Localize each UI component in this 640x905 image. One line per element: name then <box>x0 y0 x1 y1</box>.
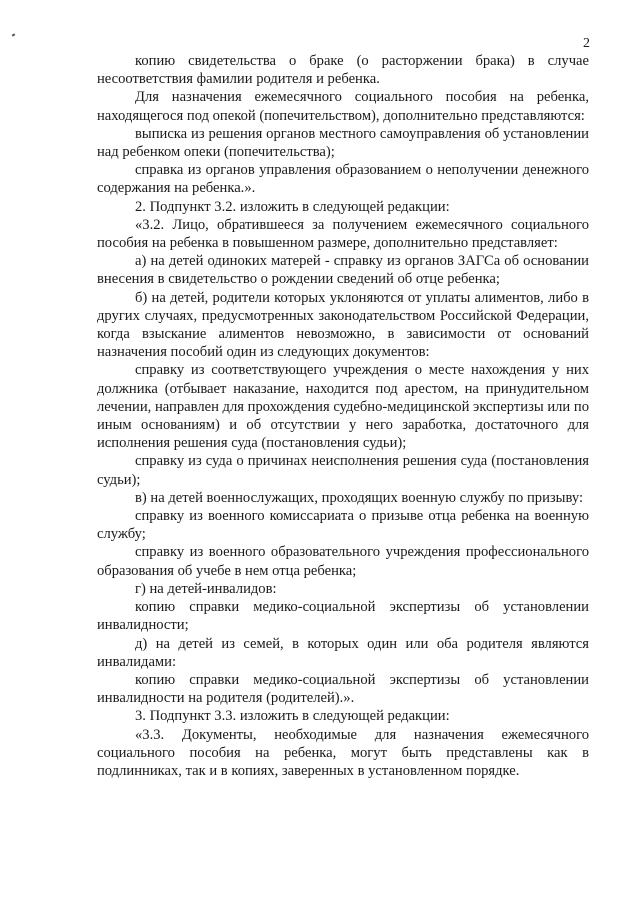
paragraph: справку из военного образовательного учреждения профессионального образования об учебе в нем отца ребенка; <box>97 544 589 579</box>
paragraph: г) на детей-инвалидов: <box>135 580 277 597</box>
paragraph: в) на детей военнослужащих, проходящих военную службу по призыву: <box>135 489 584 506</box>
paragraph: справку из суда о причинах неисполнения решения суда (постановления судьи); <box>97 453 589 488</box>
paragraph: справку из соответствующего учреждения о месте нахождения у них должника (отбывает наказание, находится под арестом, на принудительном лечении, направлен для прохождения судебно-медицинской экспертизы или по иным основаниям) и об отсутствии у него заработка, достаточного для исполнения решения суда (постановления судьи); <box>97 362 589 452</box>
paragraph: справку из военного комиссариата о призыве отца ребенка на военную службу; <box>97 508 589 543</box>
paragraph: Для назначения ежемесячного социального пособия на ребенка, находящегося под опекой (попечительством), дополнительно представляются: <box>97 89 589 124</box>
page-number: 2 <box>583 36 590 51</box>
paragraph: 2. Подпункт 3.2. изложить в следующей редакции: <box>135 198 450 215</box>
paragraph: «3.3. Документы, необходимые для назначения ежемесячного социального пособия на ребенка, могут быть представлены как в подлинниках, так и в копиях, заверенных в установленном порядке. <box>97 726 589 779</box>
paragraph: б) на детей, родители которых уклоняются от уплаты алиментов, либо в других случаях, предусмотренных законодательством Российской Федерации, когда взыскание алиментов невозможно, в зависимости от оснований назначения пособий один из следующих документов: <box>97 289 589 361</box>
document-body <box>97 52 589 780</box>
paragraph: выписка из решения органов местного самоуправления об установлении над ребенком опеки (попечительства); <box>97 125 589 161</box>
paragraph: «3.2. Лицо, обратившееся за получением ежемесячного социального пособия на ребенка в повышенном размере, дополнительно представляет: <box>97 216 589 252</box>
paragraph: копию справки медико-социальной экспертизы об установлении инвалидности на родителя (родителей).». <box>97 671 589 707</box>
paragraph: справка из органов управления образованием о неполучении денежного содержания на ребенка.». <box>97 162 589 197</box>
paragraph: копию справки медико-социальной экспертизы об установлении инвалидности; <box>97 599 589 634</box>
paragraph: а) на детей одиноких матерей - справку из органов ЗАГСа об основании внесения в свидетельство о рождении сведений об отце ребенка; <box>97 253 589 288</box>
scan-artifact <box>12 33 16 36</box>
paragraph: д) на детей из семей, в которых один или оба родителя являются инвалидами: <box>97 635 589 670</box>
paragraph: 3. Подпункт 3.3. изложить в следующей редакции: <box>135 708 450 725</box>
paragraph: копию свидетельства о браке (о расторжении брака) в случае несоответствия фамилии родителя и ребенка. <box>97 53 589 88</box>
